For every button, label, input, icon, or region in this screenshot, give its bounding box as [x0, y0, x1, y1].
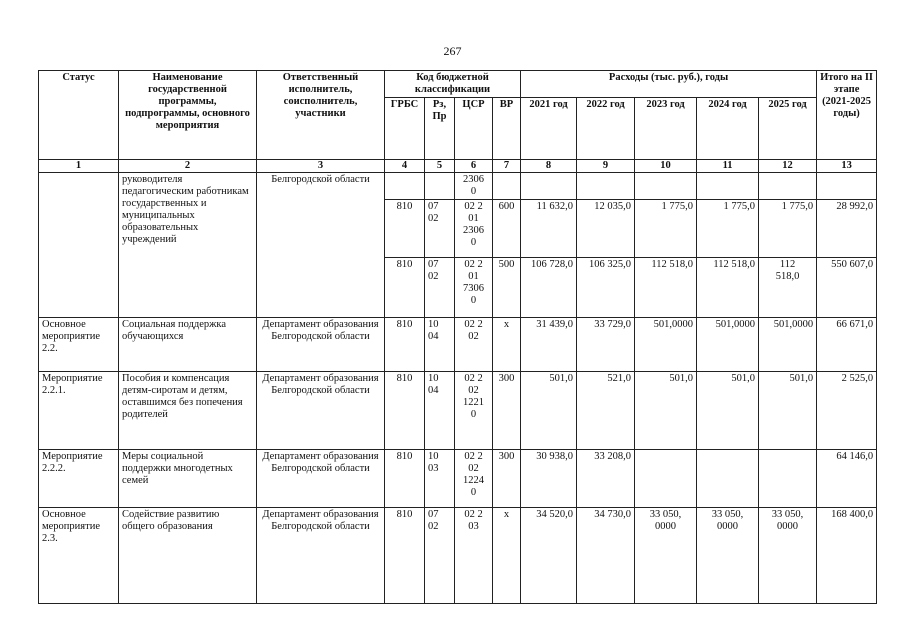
value-2024: [697, 450, 759, 508]
csr-cell: 02 2 03: [455, 508, 493, 604]
csr-cell: 02 2 02 1221 0: [455, 372, 493, 450]
executor-cell: Белгородской области: [257, 173, 385, 318]
header-status: Статус: [39, 71, 119, 160]
value-2022: 34 730,0: [577, 508, 635, 604]
value-2025: 1 775,0: [759, 200, 817, 258]
header-budget-code: Код бюджетной классификации: [385, 71, 521, 98]
header-total: Итого на II этапе (2021-2025 годы): [817, 71, 877, 160]
value-2024: 33 050, 0000: [697, 508, 759, 604]
value-2025: 501,0000: [759, 318, 817, 372]
executor-cell: Департамент образования Белгородской области: [257, 318, 385, 372]
vr-cell: [493, 173, 521, 200]
header-expenses: Расходы (тыс. руб.), годы: [521, 71, 817, 98]
header-vr: ВР: [493, 98, 521, 160]
value-2024: 1 775,0: [697, 200, 759, 258]
value-2022: 521,0: [577, 372, 635, 450]
page-number: 267: [443, 44, 462, 58]
value-total: 168 400,0: [817, 508, 877, 604]
value-2025: 501,0: [759, 372, 817, 450]
col-number: 11: [697, 160, 759, 173]
grbs-cell: 810: [385, 372, 425, 450]
name-cell: Меры социальной поддержки многодетных семей: [119, 450, 257, 508]
value-2023: 112 518,0: [635, 258, 697, 318]
value-2022: 106 325,0: [577, 258, 635, 318]
value-total: 28 992,0: [817, 200, 877, 258]
header-grbs: ГРБС: [385, 98, 425, 160]
grbs-cell: 810: [385, 450, 425, 508]
vr-cell: 300: [493, 372, 521, 450]
vr-cell: 500: [493, 258, 521, 318]
executor-cell: Департамент образования Белгородской области: [257, 450, 385, 508]
grbs-cell: 810: [385, 258, 425, 318]
vr-cell: 300: [493, 450, 521, 508]
value-2021: 34 520,0: [521, 508, 577, 604]
rzpr-cell: 07 02: [425, 508, 455, 604]
vr-cell: х: [493, 318, 521, 372]
csr-cell: 2306 0: [455, 173, 493, 200]
status-cell: Основное мероприятие 2.2.: [39, 318, 119, 372]
header-2025: 2025 год: [759, 98, 817, 160]
header-rzpr: Рз, Пр: [425, 98, 455, 160]
name-cell: Пособия и компенсация детям-сиротам и детям, оставшимся без попечения родителей: [119, 372, 257, 450]
grbs-cell: 810: [385, 200, 425, 258]
col-number: 3: [257, 160, 385, 173]
header-executor: Ответственный исполнитель, соисполнитель, участники: [257, 71, 385, 160]
status-cell: [39, 173, 119, 318]
executor-cell: Департамент образования Белгородской области: [257, 508, 385, 604]
column-number-row: [39, 160, 877, 173]
executor-cell: Департамент образования Белгородской области: [257, 372, 385, 450]
value-2021: 106 728,0: [521, 258, 577, 318]
col-number: 8: [521, 160, 577, 173]
col-number: 2: [119, 160, 257, 173]
value-total: 550 607,0: [817, 258, 877, 318]
col-number: 9: [577, 160, 635, 173]
value-2025: [759, 173, 817, 200]
status-cell: Основное мероприятие 2.3.: [39, 508, 119, 604]
col-number: 4: [385, 160, 425, 173]
value-total: 66 671,0: [817, 318, 877, 372]
value-2024: 501,0: [697, 372, 759, 450]
value-2023: 1 775,0: [635, 200, 697, 258]
value-2023: 501,0000: [635, 318, 697, 372]
col-number: 5: [425, 160, 455, 173]
value-2021: 11 632,0: [521, 200, 577, 258]
csr-cell: 02 2 02 1224 0: [455, 450, 493, 508]
value-2022: [577, 173, 635, 200]
status-cell: Мероприятие 2.2.2.: [39, 450, 119, 508]
header-2021: 2021 год: [521, 98, 577, 160]
header-2022: 2022 год: [577, 98, 635, 160]
table-row: [39, 450, 877, 508]
csr-cell: 02 2 01 2306 0: [455, 200, 493, 258]
table-row: [39, 508, 877, 604]
value-2022: 12 035,0: [577, 200, 635, 258]
value-2023: [635, 173, 697, 200]
table-row: [39, 372, 877, 450]
header-row-1: [39, 71, 877, 98]
value-2024: 112 518,0: [697, 258, 759, 318]
value-2021: 31 439,0: [521, 318, 577, 372]
budget-table: [38, 70, 877, 604]
value-2025: 33 050, 0000: [759, 508, 817, 604]
rzpr-cell: 10 04: [425, 318, 455, 372]
col-number: 6: [455, 160, 493, 173]
vr-cell: х: [493, 508, 521, 604]
value-2024: 501,0000: [697, 318, 759, 372]
header-name: Наименование государственной программы, подпрограммы, основного мероприятия: [119, 71, 257, 160]
value-2022: 33 729,0: [577, 318, 635, 372]
value-2021: 501,0: [521, 372, 577, 450]
grbs-cell: 810: [385, 508, 425, 604]
table-row: [39, 318, 877, 372]
status-cell: Мероприятие 2.2.1.: [39, 372, 119, 450]
grbs-cell: [385, 173, 425, 200]
value-2023: [635, 450, 697, 508]
value-2025: [759, 450, 817, 508]
col-number: 13: [817, 160, 877, 173]
name-cell: Социальная поддержка обучающихся: [119, 318, 257, 372]
col-number: 10: [635, 160, 697, 173]
value-2023: 33 050, 0000: [635, 508, 697, 604]
value-2021: 30 938,0: [521, 450, 577, 508]
value-2023: 501,0: [635, 372, 697, 450]
rzpr-cell: 10 03: [425, 450, 455, 508]
rzpr-cell: 07 02: [425, 258, 455, 318]
col-number: 7: [493, 160, 521, 173]
value-total: 64 146,0: [817, 450, 877, 508]
rzpr-cell: [425, 173, 455, 200]
table-row: [39, 173, 877, 200]
value-2022: 33 208,0: [577, 450, 635, 508]
value-2021: [521, 173, 577, 200]
name-cell: Содействие развитию общего образования: [119, 508, 257, 604]
col-number: 12: [759, 160, 817, 173]
rzpr-cell: 07 02: [425, 200, 455, 258]
value-total: [817, 173, 877, 200]
grbs-cell: 810: [385, 318, 425, 372]
header-2024: 2024 год: [697, 98, 759, 160]
header-csr: ЦСР: [455, 98, 493, 160]
value-2025: 112 518,0: [759, 258, 817, 318]
csr-cell: 02 2 01 7306 0: [455, 258, 493, 318]
rzpr-cell: 10 04: [425, 372, 455, 450]
col-number: 1: [39, 160, 119, 173]
name-cell: руководителя педагогическим работникам государственных и муниципальных образовательных учреждений: [119, 173, 257, 318]
value-total: 2 525,0: [817, 372, 877, 450]
csr-cell: 02 2 02: [455, 318, 493, 372]
header-2023: 2023 год: [635, 98, 697, 160]
vr-cell: 600: [493, 200, 521, 258]
value-2024: [697, 173, 759, 200]
